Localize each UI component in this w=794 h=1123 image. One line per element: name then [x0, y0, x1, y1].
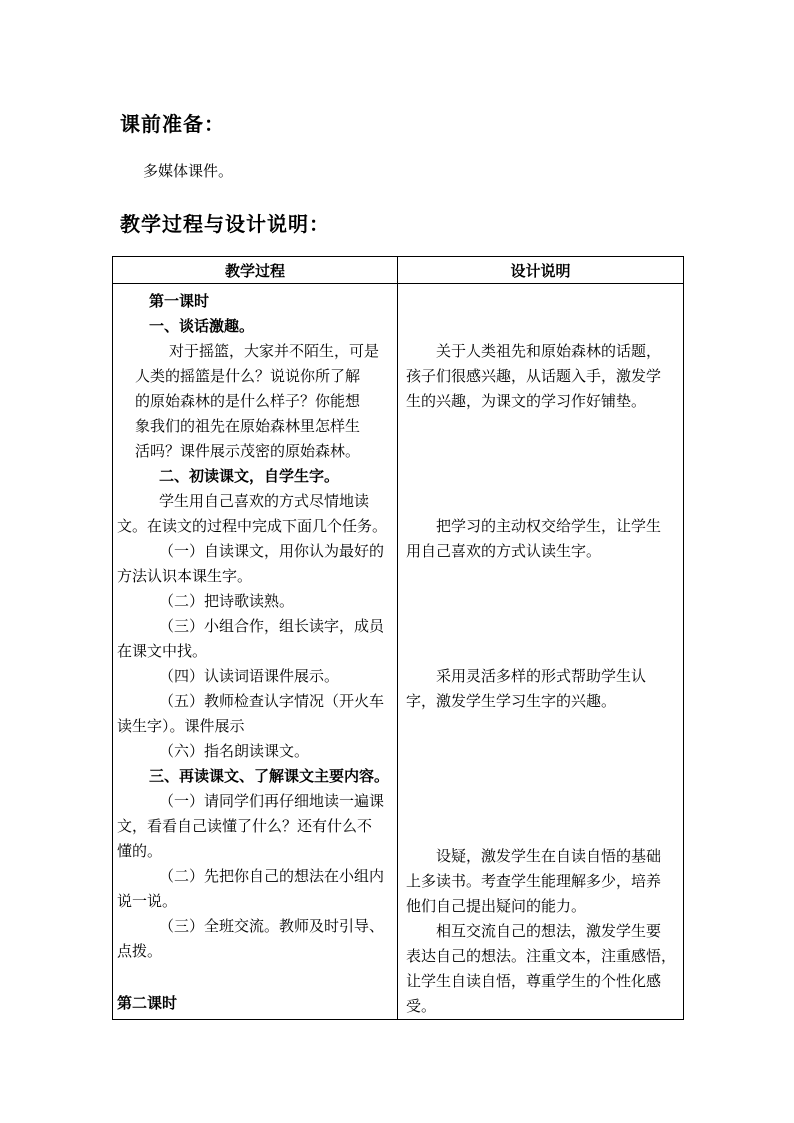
process-line: （一）自读课文，用你认为最好的	[159, 542, 385, 560]
header-design-notes: 设计说明	[398, 257, 684, 284]
design-line: 孩子们很感兴趣，从话题入手，激发学	[406, 367, 662, 385]
process-line: 活吗？课件展示茂密的原始森林。	[135, 442, 361, 460]
process-heading: 教学过程与设计说明：	[120, 212, 330, 236]
process-line: 学生用自己喜欢的方式尽情地读	[159, 492, 370, 510]
process-line: 说一说。	[117, 892, 178, 910]
table-body-row	[113, 284, 684, 1020]
design-line: 采用灵活多样的形式帮助学生认	[436, 667, 647, 685]
design-line: 相互交流自己的想法，激发学生要	[436, 922, 662, 940]
section-three-heading: 三、再读课文、了解课文主要内容。	[149, 767, 390, 785]
process-line: 对于摇篮，大家并不陌生，可是	[169, 342, 380, 360]
design-line: 字，激发学生学习生字的兴趣。	[406, 692, 617, 710]
prep-heading: 课前准备：	[120, 112, 225, 136]
process-line: （五）教师检查认字情况（开火车	[159, 692, 385, 710]
process-line: （三）小组合作，组长读字，成员	[159, 617, 385, 635]
design-line: 设疑，激发学生在自读自悟的基础	[436, 847, 662, 865]
design-line: 让学生自读自悟，尊重学生的个性化感	[406, 972, 662, 990]
design-line: 受。	[406, 997, 437, 1015]
design-line: 把学习的主动权交给学生，让学生	[436, 517, 662, 535]
design-line: 生的兴趣，为课文的学习作好铺垫。	[406, 392, 647, 410]
process-line: 点拨。	[117, 942, 163, 960]
design-line: 用自己喜欢的方式认读生字。	[406, 542, 602, 560]
table-header-row	[113, 257, 684, 284]
lesson-two-heading: 第二课时	[117, 994, 178, 1012]
teaching-process-cell	[113, 284, 398, 1020]
prep-content: 多媒体课件。	[143, 162, 234, 180]
process-line: 方法认识本课生字。	[117, 567, 253, 585]
process-line: 在课文中找。	[117, 642, 208, 660]
process-line: 象我们的祖先在原始森林里怎样生	[135, 417, 361, 435]
process-line: （一）请同学们再仔细地读一遍课	[159, 792, 385, 810]
lesson-table	[112, 256, 684, 1020]
process-line: 懂的。	[117, 842, 163, 860]
process-line: 文，看看自己读懂了什么？还有什么不	[117, 817, 373, 835]
design-line: 关于人类祖先和原始森林的话题，	[436, 342, 662, 360]
process-line: （二）先把你自己的想法在小组内	[159, 867, 385, 885]
section-one-heading: 一、谈话激趣。	[149, 317, 255, 335]
process-line: 人类的摇篮是什么？说说你所了解	[135, 367, 361, 385]
process-line: （四）认读词语课件展示。	[159, 667, 340, 685]
process-line: 读生字）。课件展示	[117, 717, 245, 735]
design-line: 表达自己的想法。注重文本，注重感悟，	[406, 947, 677, 965]
header-teaching-process: 教学过程	[113, 257, 398, 284]
process-line: 的原始森林的是什么样子？你能想	[135, 392, 361, 410]
process-line: 文。在读文的过程中完成下面几个任务。	[117, 517, 388, 535]
process-line: （三）全班交流。教师及时引导、	[159, 917, 385, 935]
lesson-one-heading: 第一课时	[149, 292, 210, 310]
section-two-heading: 二、初读课文，自学生字。	[159, 467, 340, 485]
design-line: 他们自己提出疑问的能力。	[406, 897, 587, 915]
process-line: （六）指名朗读课文。	[159, 742, 310, 760]
design-notes-cell	[398, 284, 684, 1020]
process-line: （二）把诗歌读熟。	[159, 592, 295, 610]
design-line: 上多读书。考查学生能理解多少，培养	[406, 872, 662, 890]
